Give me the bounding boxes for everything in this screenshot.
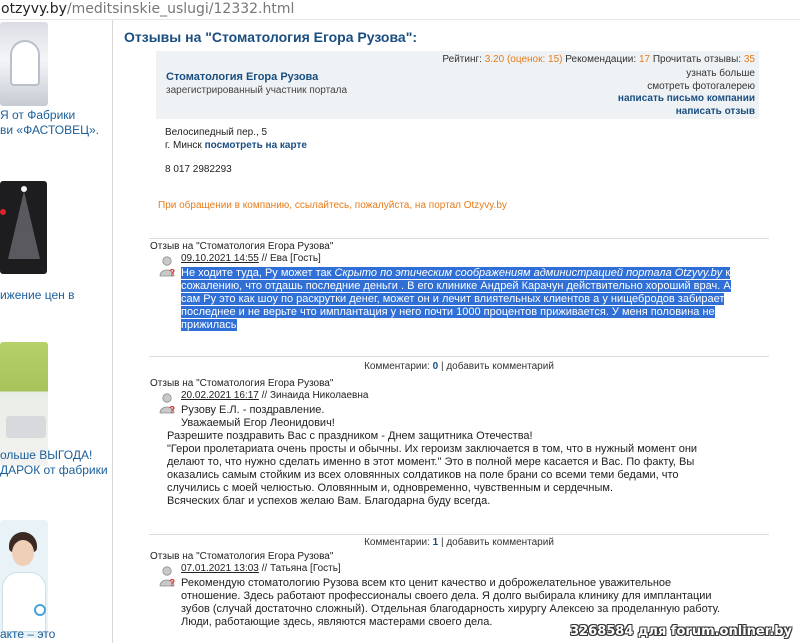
review-line: случились с моей челюстью. Оловянным и, одновременно, чувственным и сердечным. <box>167 482 613 494</box>
company-info-box <box>156 51 759 119</box>
review-line: Люди, работающие здесь, являются мастерами своего дела. <box>181 616 493 628</box>
address-street: Велосипедный пер., 5 <box>165 127 268 138</box>
review-date: 20.02.2021 16:17 <box>181 390 259 401</box>
page-title: Отзывы на "Стоматология Егора Рузова": <box>124 29 417 45</box>
company-status: зарегистрированный участник портала <box>166 85 348 96</box>
left-ad-column <box>0 20 112 643</box>
review-heading: Отзыв на "Стоматология Егора Рузова" <box>150 241 334 252</box>
url-path: /meditsinskie_uslugi/12332.html <box>66 1 295 17</box>
main-content <box>112 20 800 643</box>
svg-text:?: ? <box>169 578 176 587</box>
rating-value: 3.20 <box>484 54 505 65</box>
rating-label: Рейтинг: <box>442 54 482 65</box>
review-line-selected: сожалению, что отдашь последние деньги . В его клинике Андрей Карачун действительно хороший врач. А <box>181 280 731 292</box>
comments-row: Комментарии: 1 | добавить комментарий <box>364 537 554 548</box>
review-line-selected: прижилась <box>181 319 237 331</box>
guest-user-icon <box>159 255 177 277</box>
write-letter-link[interactable]: написать письмо компании <box>617 93 755 104</box>
ad-image-christmas-tree[interactable] <box>0 181 47 274</box>
read-reviews-value[interactable]: 35 <box>743 54 755 65</box>
gallery-link[interactable]: смотреть фотогалерею <box>647 81 755 92</box>
watermark-text: 3268584 для forum.onliner.by <box>570 624 792 639</box>
svg-text:?: ? <box>169 268 176 277</box>
review-line: "Герои пролетариата очень просты и обычны. Их героизм заключается в том, что в нужный момент они <box>167 443 698 455</box>
company-phone: 8 017 2982293 <box>165 164 232 175</box>
review-meta <box>181 253 321 264</box>
comments-count[interactable]: 1 <box>432 537 439 548</box>
review-text <box>181 577 749 629</box>
review-line: Уважаемый Егор Леонидович! <box>181 417 335 429</box>
address-city: г. Минск <box>165 140 202 151</box>
divider <box>149 238 769 239</box>
review-meta <box>181 563 341 574</box>
review-heading: Отзыв на "Стоматология Егора Рузова" <box>150 378 334 389</box>
review-author: // Татьяна [Гость] <box>261 563 341 574</box>
add-comment-link[interactable]: добавить комментарий <box>446 361 554 372</box>
recommend-label: Рекомендации: <box>565 54 637 65</box>
recommend-value: 17 <box>638 54 651 65</box>
review-item <box>149 241 769 353</box>
review-line: делают то, что нужно сделать именно в этот момент." Это в полной мере касается и Вас. По факту, Вы <box>167 456 695 468</box>
add-comment-link[interactable]: добавить комментарий <box>446 537 554 548</box>
review-line-selected: Не ходите туда, Ру может так Скрыто по этическим соображениям администрацией портала Otzyvy.by к <box>181 267 731 279</box>
comments-label: Комментарии: <box>364 361 430 372</box>
review-line: зубов (случай достаточно сложный). Отдельная благодарность хирургу Алексею за проделанную работу. <box>181 603 721 615</box>
divider <box>149 356 769 357</box>
guest-user-icon <box>159 392 177 414</box>
address-city-line <box>165 139 307 152</box>
review-heading: Отзыв на "Стоматология Егора Рузова" <box>150 551 334 562</box>
ad-text-2a[interactable]: ижение цен в <box>0 288 75 302</box>
review-item <box>149 378 769 528</box>
divider <box>149 534 769 535</box>
read-reviews-label[interactable]: Прочитать отзывы: <box>652 54 742 65</box>
review-line: Всяческих благ и успехов желаю Вам. Благодарна буду всегда. <box>167 495 491 507</box>
rating-line <box>442 54 755 65</box>
review-author: // Ева [Гость] <box>261 253 321 264</box>
review-meta <box>181 390 368 401</box>
comments-count[interactable]: 0 <box>432 361 439 372</box>
review-date: 07.01.2021 13:03 <box>181 563 259 574</box>
comments-label: Комментарии: <box>364 537 430 548</box>
url-domain: otzyvy.by <box>1 1 67 17</box>
review-line: Рузову Е.Л. - поздравление. <box>181 404 325 416</box>
review-line: Рекомендую стоматологию Рузова всем кто ценит качество и доброжелательное уважительное <box>181 577 672 589</box>
review-line: отношение. Здесь работают профессионалы своего дела. Я долго выбирала клинику для имплантации <box>181 590 712 602</box>
address-bar[interactable] <box>0 0 800 20</box>
review-author: // Зинаида Николаевна <box>261 390 369 401</box>
write-review-link[interactable]: написать отзыв <box>675 106 755 117</box>
review-date: 09.10.2021 14:55 <box>181 253 259 264</box>
url-text[interactable] <box>1 1 294 17</box>
ad-text-3b[interactable]: ДАРОК от фабрики <box>0 463 108 477</box>
referral-notice: При обращении в компанию, ссылайтесь, пожалуйста, на портал Otzyvy.by <box>158 200 507 211</box>
ad-text-4a[interactable]: акте – это <box>0 627 56 641</box>
company-name[interactable]: Стоматология Егора Рузова <box>166 71 319 83</box>
review-line-selected: сам Ру это как шоу по раскрутки денег, может он и лечит влиятельных клиентов а у нищебродов забирает <box>181 293 725 305</box>
review-line: оказались самым стойким из всех оловянных солдатиков на поле брани со всеми теми бедами, что <box>167 469 679 481</box>
ad-text-1a[interactable]: Я от Фабрики <box>0 108 76 122</box>
review-line: Разрешите поздравить Вас с праздником - Днем защитника Отечества! <box>167 430 533 442</box>
map-link[interactable]: посмотреть на карте <box>204 140 307 151</box>
svg-text:?: ? <box>169 405 176 414</box>
learn-more-link[interactable]: узнать больше <box>686 68 755 79</box>
ad-image-doctor[interactable] <box>0 520 48 638</box>
guest-user-icon <box>159 565 177 587</box>
ad-image-lamp[interactable] <box>0 22 48 106</box>
comments-row: Комментарии: 0 | добавить комментарий <box>364 361 554 372</box>
review-text <box>181 267 749 332</box>
ad-text-3a[interactable]: ольше ВЫГОДА! <box>0 448 93 462</box>
review-text <box>167 404 749 508</box>
review-line-selected: последнее и не верьте что имплантация у него почти 1000 процентов приживается. У меня половина не <box>181 306 715 318</box>
rating-votes: (оценок: 15) <box>506 54 563 65</box>
ad-text-1b[interactable]: ви «ФАСТОВЕЦ». <box>0 123 99 137</box>
company-address <box>165 126 307 152</box>
